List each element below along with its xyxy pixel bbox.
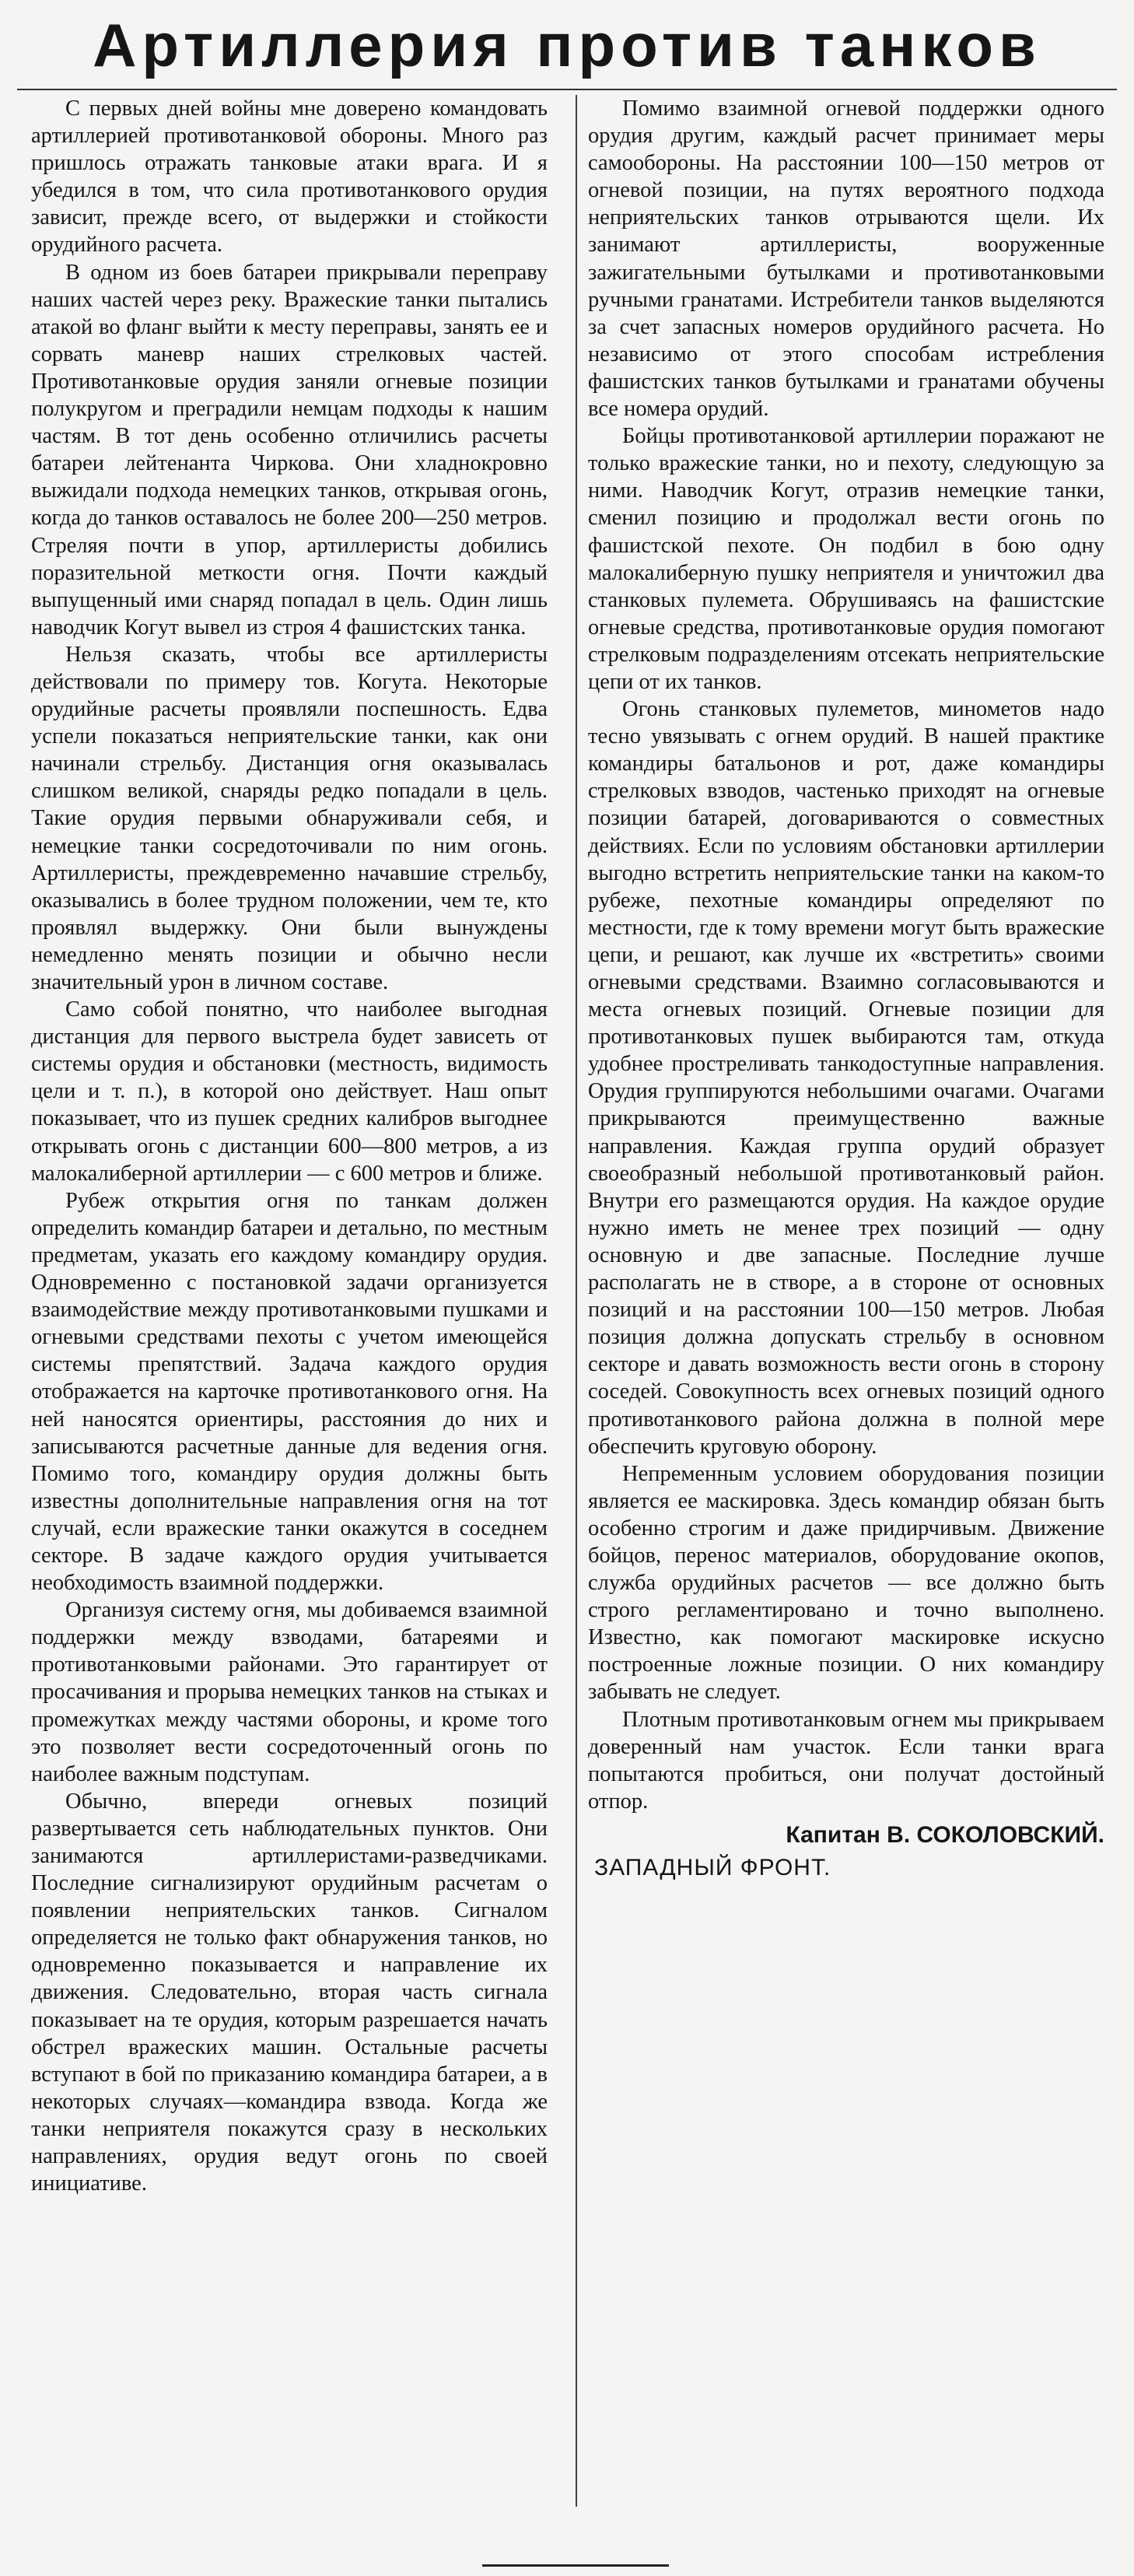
article-paragraph: Нельзя сказать, чтобы все артиллеристы действовали по примеру тов. Когута. Некоторые орудийные расчеты проявляли поспешность. Едва успели показаться неприятельские танки, как они начинали стрельбу. Дистанция огня оказывалась слишком великой, снаряды редко попадали в цель. Такие орудия первыми обнаруживали себя, и немецкие танки сосредоточивали по ним огонь. Артиллеристы, преждевременно начавшие стрельбу, оказывались в более трудном положении, чем те, кто проявлял выдержку. Они были вынуждены немедленно менять позиции и обычно несли значительный урон в личном составе. <box>31 642 548 994</box>
article-columns <box>31 95 1104 2507</box>
author-signature: Капитан В. СОКОЛОВСКИЙ. <box>786 1821 1104 1848</box>
article-paragraph: Обычно, впереди огневых позиций развертывается сеть наблюдательных пунктов. Они занимаются артиллеристами-разведчиками. Последние сигнализируют орудийным расчетам о появлении неприятельских танков. Сигналом определяется не только факт обнаружения танков, но одновременно показывается и направление их движения. Следовательно, вторая часть сигнала показывает на те орудия, которым разрешается начать обстрел вражеских машин. Остальные расчеты вступают в бой по приказанию командира батареи, а в некоторых случаях—командира взвода. Когда же танки неприятеля покажутся сразу в нескольких направлениях, орудия ведут огонь по своей инициативе. <box>31 1789 548 2196</box>
article-paragraph: Организуя систему огня, мы добиваемся взаимной поддержки между взводами, батареями и противотанковыми районами. Это гарантирует от просачивания и прорыва немецких танков на стыках и промежутках между частями обороны, и кроме того это позволяет вести сосредоточенный огонь по наиболее важным подступам. <box>31 1598 548 1786</box>
article-paragraph: В одном из боев батареи прикрывали переправу наших частей через реку. Вражеские танки пытались атакой во фланг выйти к месту переправы, занять ее и сорвать маневр наших стрелковых частей. Противотанковые орудия заняли огневые позиции полукругом и преградили немцам подходы к нашим частям. В тот день особенно отличились расчеты батареи лейтенанта Чиркова. Они хладнокровно выжидали подхода немецких танков, открывая огонь, когда до танков оставалось не более 200—250 метров. Стреляя почти в упор, артиллеристы добились поразительной меткости огня. Почти каждый выпущенный ими снаряд попадал в цель. Один лишь наводчик Когут вывел из строя 4 фашистских танка. <box>31 260 548 640</box>
closing-rule <box>482 2564 669 2567</box>
left-column <box>31 95 548 2507</box>
article-paragraph: Рубеж открытия огня по танкам должен определить командир батареи и детально, по местным предметам, указать его каждому командиру орудия. Одновременно с постановкой задачи организуется взаимодействие между противотанковыми пушками и огневыми средствами пехоты с учетом имеющейся системы препятствий. Задача каждого орудия отображается на карточке противотанкового огня. На ней наносятся ориентиры, расстояния до них и записываются расчетные данные для ведения огня. Помимо того, командиру орудия должны быть известны дополнительные направления огня на тот случай, если вражеские танки окажутся в соседнем секторе. В задаче каждого орудия учитывается необходимость взаимной поддержки. <box>31 1188 548 1596</box>
article-paragraph: Огонь станковых пулеметов, минометов надо тесно увязывать с огнем орудий. В нашей практике командиры батальонов и рот, даже командиры стрелковых взводов, частенько приходят на огневые позиции батарей, договариваются о совместных действиях. Если по условиям обстановки артиллерии выгодно встретить неприятельские танки на каком-то рубеже, пехотные командиры определяют по местности, где к тому времени могут быть вражеские цепи, и решают, как лучше их «встретить» своими огневыми средствами. Взаимно согласовываются и места огневых позиций. Огневые позиции для противотанковых пушек выбираются там, откуда удобнее простреливать танкодоступные направления. Орудия группируются небольшими очагами. Очагами прикрываются преимущественно важные направления. Каждая группа орудий образует своеобразный небольшой противотанковый район. Внутри его размещаются орудия. На каждое орудие нужно иметь не менее трех позиций — одну основную и две запасные. Последние лучше располагать не в створе, а в стороне от основных позиций и на расстоянии 100—150 метров. Любая позиция должна допускать стрельбу в основном секторе и давать возможность вести огонь в сторону соседей. Совокупность всех огневых позиций одного противотанкового района должна в полной мере обеспечить круговую оборону. <box>588 697 1104 1459</box>
column-divider <box>576 95 577 2507</box>
article-paragraph: Непременным условием оборудования позиции является ее маскировка. Здесь командир обязан быть особенно строгим и даже придирчивым. Движение бойцов, перенос материалов, оборудование окопов, служба орудийных расчетов — все должно быть строго регламентировано и точно выполнено. Известно, как помогают маскировке искусно построенные ложные позиции. О них командиру забывать не следует. <box>588 1461 1104 1705</box>
article-paragraph: Бойцы противотанковой артиллерии поражают не только вражеские танки, но и пехоту, следующую за ними. Наводчик Когут, отразив немецкие танки, сменил позицию и продолжал вести огонь по фашистской пехоте. Он подбил в бою одну малокалиберную пушку неприятеля и уничтожил два станковых пулемета. Обрушиваясь на фашистские огневые средства, противотанковые орудия помогают стрелковым подразделениям отсекать неприятельские цепи от их танков. <box>588 424 1104 694</box>
article-title: Артиллерия против танков <box>93 11 1041 79</box>
article-paragraph: С первых дней войны мне доверено командовать артиллерией противотанковой обороны. Много раз пришлось отражать танковые атаки врага. И я убедился в том, что сила противотанкового орудия зависит, прежде всего, от выдержки и стойкости орудийного расчета. <box>31 96 548 258</box>
dateline-front: ЗАПАДНЫЙ ФРОНТ. <box>594 1854 831 1880</box>
article-paragraph: Плотным противотанковым огнем мы прикрываем доверенный нам участок. Если танки врага попытаются пробиться, они получат достойный отпор. <box>588 1707 1104 1814</box>
article-paragraph: Само собой понятно, что наиболее выгодная дистанция для первого выстрела будет зависеть от системы орудия и обстановки (местность, видимость цели и т. п.), в которой оно действует. Наш опыт показывает, что из пушек средних калибров выгоднее открывать огонь с дистанции 600—800 метров, а из малокалиберной артиллерии — с 600 метров и ближе. <box>31 997 548 1186</box>
article-paragraph: Помимо взаимной огневой поддержки одного орудия другим, каждый расчет принимает меры самообороны. На расстоянии 100—150 метров от огневой позиции, на путях вероятного подхода неприятельских танков отрываются щели. Их занимают артиллеристы, вооруженные зажигательными бутылками и противотанковыми ручными гранатами. Истребители танков выделяются за счет запасных номеров орудийного расчета. Но независимо от этого способам истребления фашистских танков бутылками и гранатами обучены все номера орудий. <box>588 96 1104 422</box>
title-rule <box>17 89 1117 90</box>
right-column <box>588 95 1104 2507</box>
